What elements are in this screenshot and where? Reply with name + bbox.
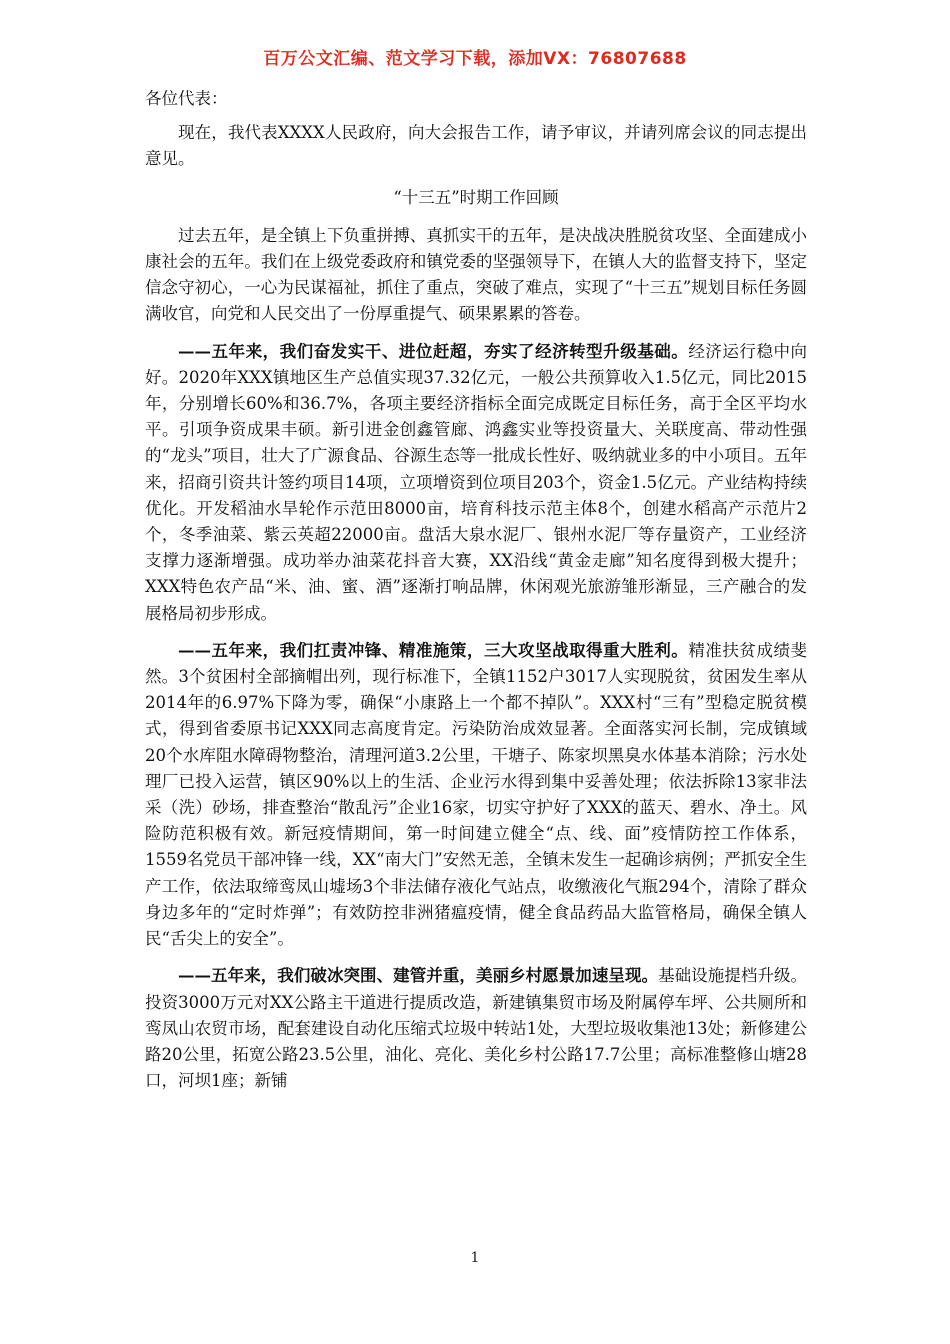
intro-paragraph: 现在，我代表XXXX人民政府，向大会报告工作，请予审议，并请列席会议的同志提出意见。 [145,123,807,169]
salutation: 各位代表： [145,89,228,108]
section-title: “十三五”时期工作回顾 [393,187,559,207]
paragraph-economy [145,339,807,627]
paragraph-lead: ——五年来，我们奋发实干、进位赶超，夯实了经济转型升级基础。 [178,341,689,361]
paragraph-rural [145,963,807,1094]
paragraph-lead: ——五年来，我们扛责冲锋、精准施策，三大攻坚战取得重大胜利。 [178,640,689,660]
document-body [145,86,807,1105]
paragraph-three-battles [145,638,807,952]
page-number: 1 [470,1250,480,1266]
header-banner: 百万公文汇编、范文学习下载，添加VX：76807688 [263,49,687,69]
paragraph-text: 经济运行稳中向好。2020年XXX镇地区生产总值实现37.32亿元，一般公共预算收入1.5亿元，同比2015年，分别增长60%和36.7%，各项主要经济指标全面完成既定目标任务，高于全区平均水平。引项争资成果丰硕。新引进金创鑫管廊、鸿鑫实业等投资量大、关联度高、带动性强的“龙头”项目，壮大了广源食品、谷源生态等一批成长性好、吸纳就业多的中小项目。五年来，招商引资共计签约项目14项，立项增资到位项目203个，资金1.5亿元。产业结构持续优化。开发稻油水旱轮作示范田8000亩，培育科技示范主体8个，创建水稻高产示范片2个，冬季油菜、紫云英超22000亩。盘活大泉水泥厂、银州水泥厂等存量资产，工业经济支撑力逐渐增强。成功举办油菜花抖音大赛，XX沿线“黄金走廊”知名度得到极大提升；XXX特色农产品“米、油、蜜、酒”逐渐打响品牌，休闲观光旅游雏形渐显，三产融合的发展格局初步形成。 [145,341,808,623]
paragraph-lead: ——五年来，我们破冰突围、建管并重，美丽乡村愿景加速呈现。 [178,966,659,986]
paragraph-text: 基础设施提档升级。投资3000万元对XX公路主干道进行提质改造，新建镇集贸市场及附属停车坪、公共厕所和鸾凤山农贸市场，配套建设自动化压缩式垃圾中转站1处，大型垃圾收集池13处；新修建公路20公里，拓宽公路23.5公里，油化、亮化、美化乡村公路17.7公里；高标准整修山塘28口，河坝1座；新铺 [145,966,808,1091]
overview-paragraph: 过去五年，是全镇上下负重拼搏、真抓实干的五年，是决战决胜脱贫攻坚、全面建成小康社会的五年。我们在上级党委政府和镇党委的坚强领导下，在镇人大的监督支持下，坚定信念守初心，一心为民谋福祉，抓住了重点，突破了难点，实现了“十三五”规划目标任务圆满收官，向党和人民交出了一份厚重提气、硕果累累的答卷。 [145,225,807,324]
paragraph-text: 精准扶贫成绩斐然。3个贫困村全部摘帽出列，现行标准下，全镇1152户3017人实现脱贫，贫困发生率从2014年的6.97%下降为零，确保“小康路上一个都不掉队”。XXX村“三有”型稳定脱贫模式，得到省委原书记XXX同志高度肯定。污染防治成效显著。全面落实河长制，完成镇域20个水库阻水障碍物整治，清理河道3.2公里，干塘子、陈家坝黑臭水体基本消除；污水处理厂已投入运营，镇区90%以上的生活、企业污水得到集中妥善处理；依法拆除13家非法采（洗）砂场，排查整治“散乱污”企业16家，切实守护好了XXX的蓝天、碧水、净土。风险防范积极有效。新冠疫情期间，第一时间建立健全“点、线、面”疫情防控工作体系，1559名党员干部冲锋一线，XX“南大门”安然无恙，全镇未发生一起确诊病例；严抓安全生产工作，依法取缔鸾凤山墟场3个非法储存液化气站点，收缴液化气瓶294个，清除了群众身边多年的“定时炸弹”；有效防控非洲猪瘟疫情，健全食品药品大监管格局，确保全镇人民“舌尖上的安全”。 [145,640,808,949]
